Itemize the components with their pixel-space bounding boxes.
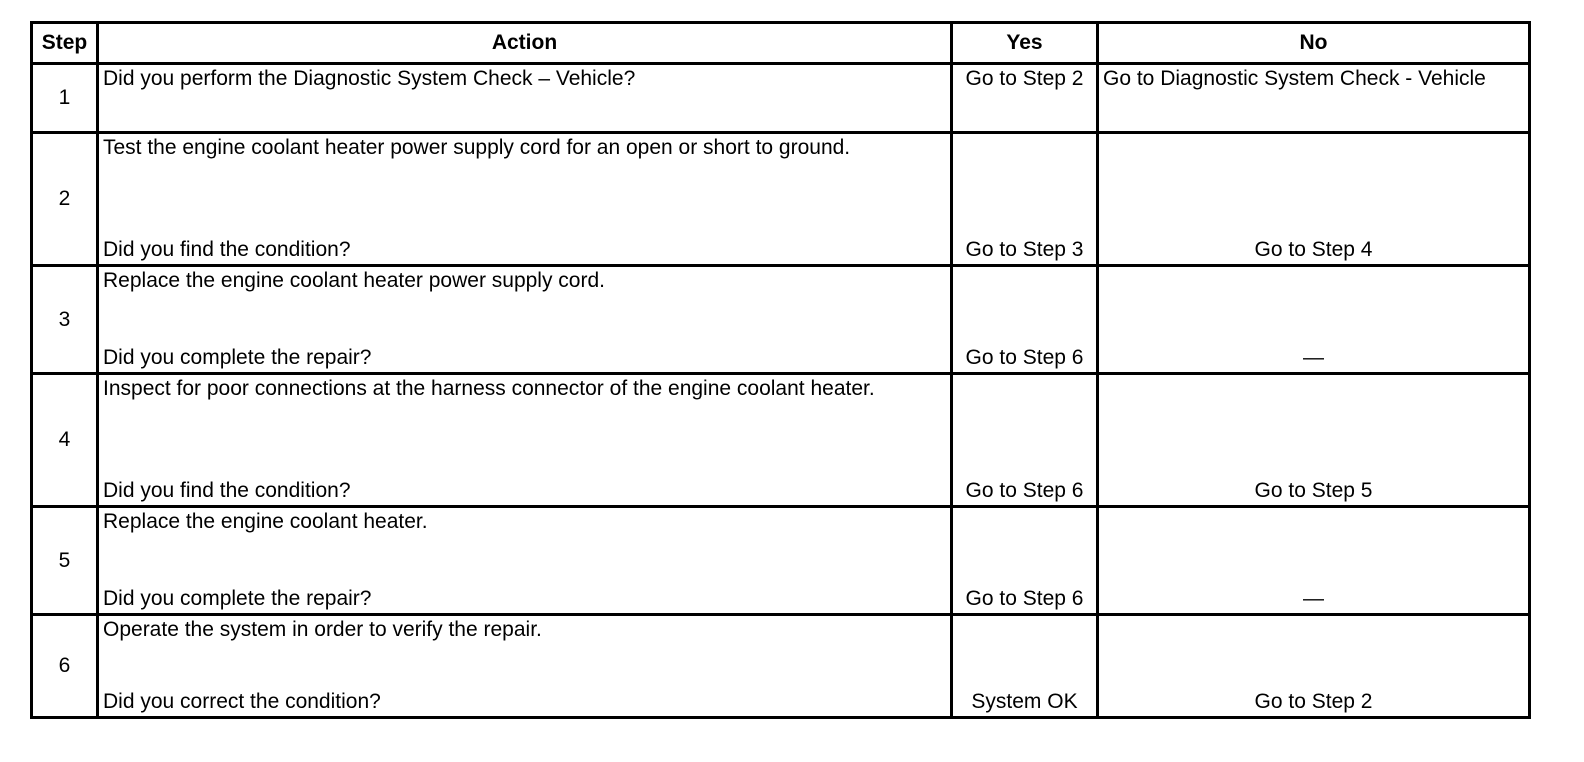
step-number: 3 (32, 266, 98, 374)
action-instruction: Replace the engine coolant heater power supply cord. (103, 269, 605, 292)
step-number: 1 (32, 64, 98, 133)
diagnostic-table (30, 21, 1531, 719)
action-text (98, 266, 952, 374)
action-question: Did you correct the condition? (103, 690, 381, 713)
yes-result: System OK (952, 615, 1098, 718)
header-action: Action (98, 23, 952, 64)
action-instruction: Test the engine coolant heater power supply cord for an open or short to ground. (103, 136, 851, 159)
no-result: — (1098, 507, 1530, 615)
action-question: Did you complete the repair? (103, 587, 372, 610)
action-instruction: Did you perform the Diagnostic System Check – Vehicle? (103, 67, 636, 90)
yes-result: Go to Step 6 (952, 374, 1098, 507)
action-text (98, 64, 952, 133)
action-text (98, 133, 952, 266)
no-result: — (1098, 266, 1530, 374)
action-text (98, 507, 952, 615)
action-instruction: Inspect for poor connections at the harness connector of the engine coolant heater. (103, 377, 875, 400)
table-row (32, 615, 1530, 718)
no-result: Go to Step 5 (1098, 374, 1530, 507)
step-number: 2 (32, 133, 98, 266)
action-instruction: Operate the system in order to verify the repair. (103, 618, 542, 641)
action-question: Did you complete the repair? (103, 346, 372, 369)
step-number: 5 (32, 507, 98, 615)
yes-result: Go to Step 3 (952, 133, 1098, 266)
action-text (98, 615, 952, 718)
table-row (32, 64, 1530, 133)
no-result: Go to Diagnostic System Check - Vehicle (1098, 64, 1530, 133)
table-row (32, 133, 1530, 266)
header-row (32, 23, 1530, 64)
header-yes: Yes (952, 23, 1098, 64)
action-question: Did you find the condition? (103, 238, 351, 261)
yes-result: Go to Step 2 (952, 64, 1098, 133)
table-row (32, 374, 1530, 507)
action-instruction: Replace the engine coolant heater. (103, 510, 428, 533)
action-text (98, 374, 952, 507)
header-step: Step (32, 23, 98, 64)
table-row (32, 266, 1530, 374)
action-question: Did you find the condition? (103, 479, 351, 502)
yes-result: Go to Step 6 (952, 266, 1098, 374)
table-row (32, 507, 1530, 615)
no-result: Go to Step 4 (1098, 133, 1530, 266)
step-number: 6 (32, 615, 98, 718)
no-result: Go to Step 2 (1098, 615, 1530, 718)
header-no: No (1098, 23, 1530, 64)
step-number: 4 (32, 374, 98, 507)
yes-result: Go to Step 6 (952, 507, 1098, 615)
